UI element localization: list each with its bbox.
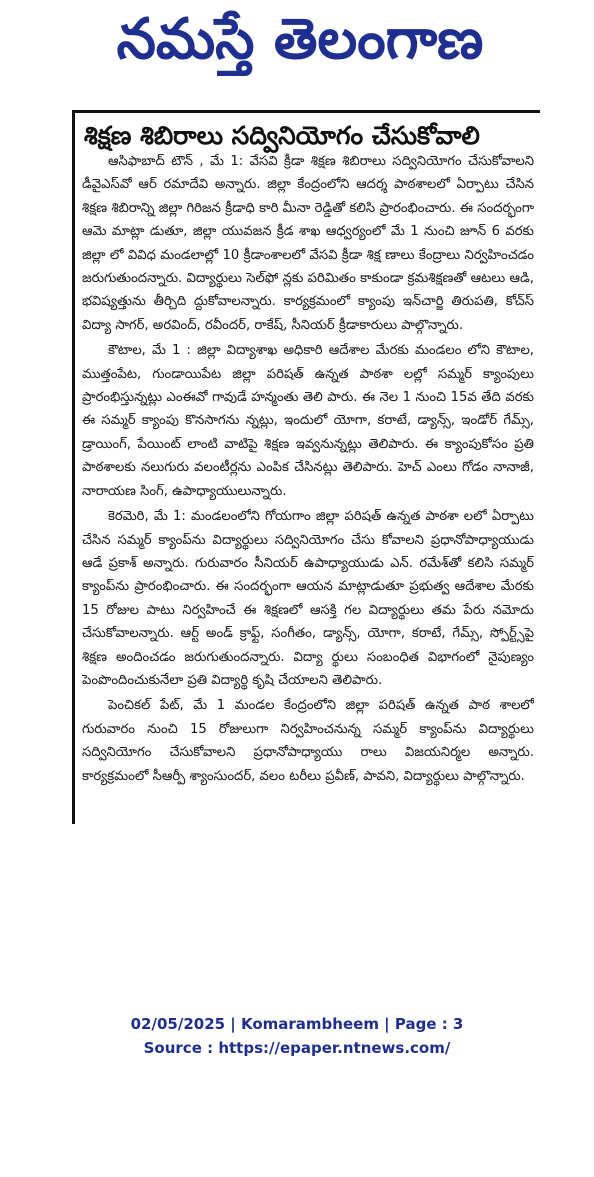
article-paragraph: పెంచికల్ పేట్, మే 1 మండల కేంద్రంలోని జిల్లా పరిషత్ ఉన్నత పాఠ శాలలో గురువారం నుంచి 15 రోజులుగా నిర్వహించనున్న సమ్మర్ క్యాంప్‌ను విద్యార్థులు సద్వినియోగం చేసుకోవాలని ప్రధానోపాధ్యాయు రాలు విజయనిర్మల అన్నారు. కార్యక్రమంలో సీఆర్పీ శ్యాంసుందర్, వలం టరీలు ప్రవీణ్, పావని, విద్యార్థులు పాల్గొన్నారు. xyxy=(82,698,534,784)
article-body xyxy=(82,150,534,816)
masthead xyxy=(0,0,594,92)
edition-info: 02/05/2025 | Komarambheem | Page : 3 xyxy=(130,1015,464,1033)
article-headline: శిక్షణ శిబిరాలు సద్వినియోగం చేసుకోవాలి xyxy=(84,121,480,150)
article-paragraph: ఆసిఫాబాద్ టౌన్ , మే 1: వేసవి క్రీడా శిక్షణ శిబిరాలు సద్వినియోగం చేసుకోవాలని డీవైఎస్‌వో ఆర్ రమాదేవి అన్నారు. జిల్లా కేంద్రంలోని ఆదర్శ పాఠశాలలో ఏర్పాటు చేసిన శిక్షణ శిబిరాన్ని జిల్లా గిరిజన క్రీడాధి కారి మీనా రెడ్డితో కలిసి ప్రారంభించారు. ఈ సందర్భంగా ఆమె మాట్లా డుతూ, జిల్లా యువజన క్రీడ శాఖ ఆధ్వర్యంలో మే 1 నుంచి జూన్ 6 వరకు జిల్లా లో వివిధ మండలాల్లో 10 క్రీడాంశాలలో వేసవి క్రీడా శిక్ష ణాలు కేంద్రాలు నిర్వహించడం జరుగుతుందన్నారు. విద్యార్థులు సెల్‌ఫో న్లకు పరిమితం కాకుండా క్రమశిక్షణతో ఆటలు ఆడి, భవిష్యత్తును తీర్చిది ద్దుకోవాలన్నారు. కార్యక్రమంలో క్యాంపు ఇన్‌చార్జి తిరుపతి, కోచ్‌స్ విద్యా సాగర్, అరవింద్, రవీందర్, రాకేష్, సీనియర్ క్రీడాకారులు పాల్గొన్నారు. xyxy=(82,154,534,333)
source-link[interactable]: Source : https://epaper.ntnews.com/ xyxy=(143,1039,451,1057)
page-footer xyxy=(0,1012,594,1060)
article-paragraph: కెరమెరి, మే 1: మండలంలోని గోయగాం జిల్లా పరిషత్ ఉన్నత పాఠశా లలో ఏర్పాటు చేసిన సమ్మర్ క్యాంప్‌ను విద్యార్థులు సద్వినియోగం చేసు కోవాలని ప్రధానోపాధ్యాయుడు ఆడే ప్రకాశ్ అన్నారు. గురువారం సీనియర్ ఉపాధ్యాయుడు ఎన్. రమేశ్‌తో కలిసి సమ్మర్ క్యాంప్‌ను ప్రారంభించారు. ఈ సందర్భంగా ఆయన మాట్లాడుతూ ప్రభుత్వ ఆదేశాల మేరకు 15 రోజుల పాటు నిర్వహించే ఈ శిక్షణలో ఆసక్తి గల విద్యార్థులు తమ పేరు నమోదు చేసుకోవాలన్నారు. ఆర్ట్ అండ్ క్రాఫ్ట్, సంగీతం, డ్యాన్స్, యోగా, కరాటే, గేమ్స్, స్పోర్ట్స్‌పై శిక్షణ అందించడం జరుగుతుందన్నారు. విద్యా ర్థులు సంబంధిత విభాగంలో నైపుణ్యం పెంపొందించుకునేలా ప్రతి విద్యార్థి కృషి చేయాలని తెలిపారు. xyxy=(82,509,534,688)
article-paragraph: కౌటాల, మే 1 : జిల్లా విద్యాశాఖ అధికారి ఆదేశాల మేరకు మండలం లోని కౌటాల, ముత్తంపేట, గుండాయిపేట జిల్లా పరిషత్ ఉన్నత పాఠశా లల్లో సమ్మర్ క్యాంపులు ప్రారంభిస్తున్నట్లు ఎంఈవో గావుడే హన్మంతు తెలి పారు. ఈ నెల 1 నుంచి 15వ తేది వరకు ఈ సమ్మర్ క్యాంపు కొనసాగను న్నట్లు, ఇందులో యోగా, కరాటే, డ్యాన్స్, ఇండోర్ గేమ్స్, డ్రాయింగ్, పేయింట్ లాంటి వాటిపై శిక్షణ ఇవ్వనున్నట్లు తెలిపారు. ఈ క్యాంపుకోసం ప్రతి పాఠశాలకు నలుగురు వలంటీర్లను ఎంపిక చేసినట్లు తెలిపారు. హెచ్ ఎంలు గోడం నానాజీ, నారాయణ సింగ్, ఉపాధ్యాయులున్నారు. xyxy=(82,343,534,499)
newspaper-logo: నమస్తే తెలంగాణ xyxy=(116,7,484,72)
